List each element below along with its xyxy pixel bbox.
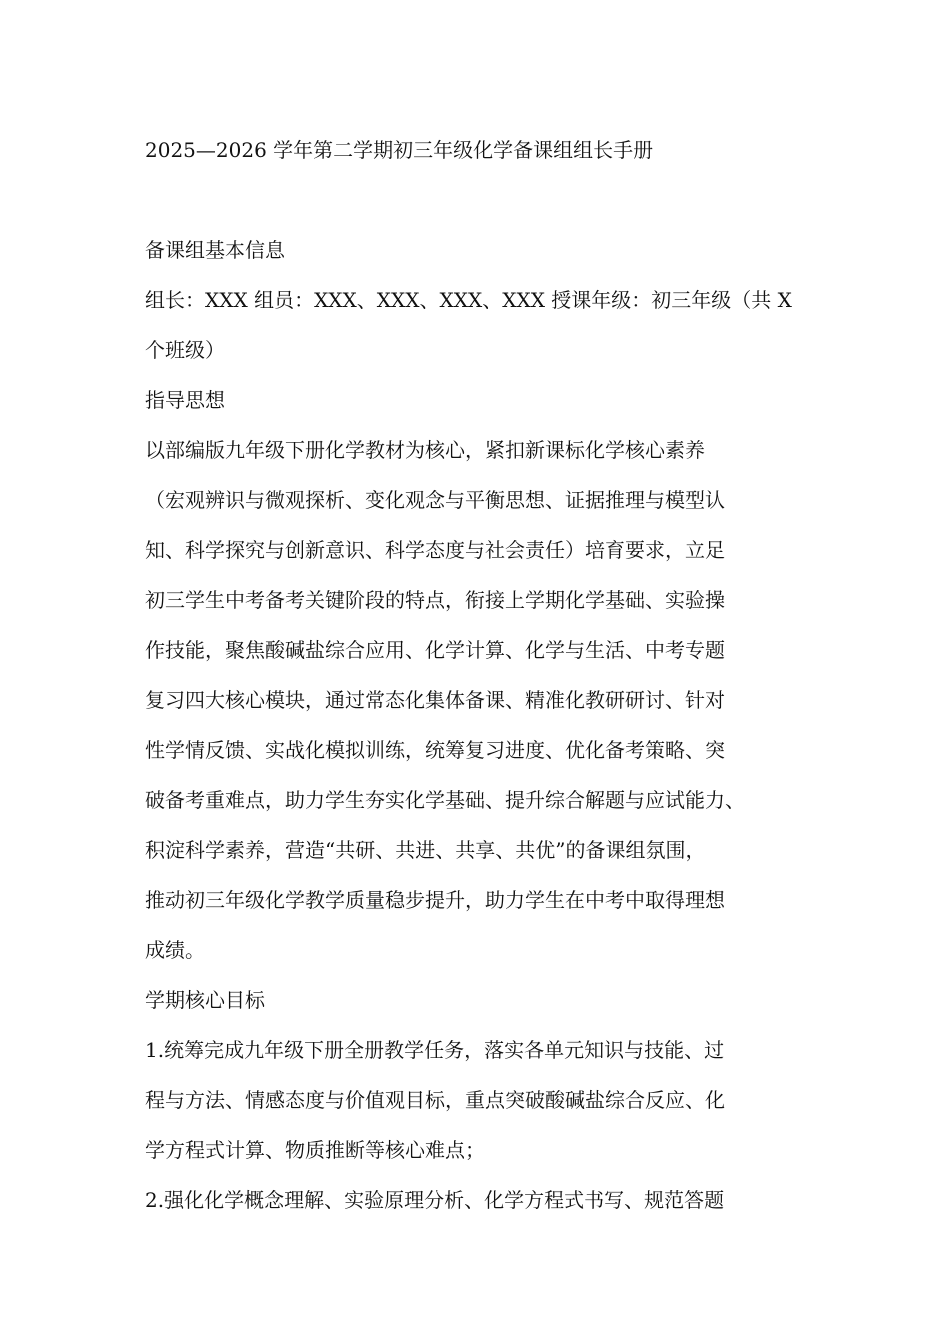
guiding-thought-line: （宏观辨识与微观探析、变化观念与平衡思想、证据推理与模型认 bbox=[145, 488, 725, 512]
basic-info-line: 组长：XXX 组员：XXX、XXX、XXX、XXX 授课年级：初三年级（共 X bbox=[145, 288, 792, 312]
core-goals-line: 学方程式计算、物质推断等核心难点； bbox=[145, 1138, 485, 1162]
core-goals-line: 1.统筹完成九年级下册全册教学任务，落实各单元知识与技能、过 bbox=[145, 1038, 725, 1062]
guiding-thought-line: 以部编版九年级下册化学教材为核心，紧扣新课标化学核心素养 bbox=[145, 438, 705, 462]
guiding-thought-line: 成绩。 bbox=[145, 938, 205, 962]
core-goals-line: 2.强化化学概念理解、实验原理分析、化学方程式书写、规范答题 bbox=[145, 1188, 725, 1212]
guiding-thought-line: 积淀科学素养，营造“共研、共进、共享、共优”的备课组氛围， bbox=[145, 838, 706, 862]
guiding-thought-line: 性学情反馈、实战化模拟训练，统筹复习进度、优化备考策略、突 bbox=[145, 738, 725, 762]
guiding-thought-line: 初三学生中考备考关键阶段的特点，衔接上学期化学基础、实验操 bbox=[145, 588, 725, 612]
section-heading-core-goals: 学期核心目标 bbox=[145, 988, 265, 1012]
document-title: 2025—2026 学年第二学期初三年级化学备课组组长手册 bbox=[145, 138, 654, 162]
guiding-thought-line: 知、科学探究与创新意识、科学态度与社会责任）培育要求，立足 bbox=[145, 538, 725, 562]
section-heading-guiding-thought: 指导思想 bbox=[145, 388, 225, 412]
section-heading-basic-info: 备课组基本信息 bbox=[145, 238, 285, 262]
guiding-thought-line: 复习四大核心模块，通过常态化集体备课、精准化教研研讨、针对 bbox=[145, 688, 725, 712]
basic-info-line: 个班级） bbox=[145, 338, 225, 362]
guiding-thought-line: 作技能，聚焦酸碱盐综合应用、化学计算、化学与生活、中考专题 bbox=[145, 638, 725, 662]
core-goals-line: 程与方法、情感态度与价值观目标，重点突破酸碱盐综合反应、化 bbox=[145, 1088, 725, 1112]
guiding-thought-line: 破备考重难点，助力学生夯实化学基础、提升综合解题与应试能力、 bbox=[145, 788, 745, 812]
guiding-thought-line: 推动初三年级化学教学质量稳步提升，助力学生在中考中取得理想 bbox=[145, 888, 725, 912]
